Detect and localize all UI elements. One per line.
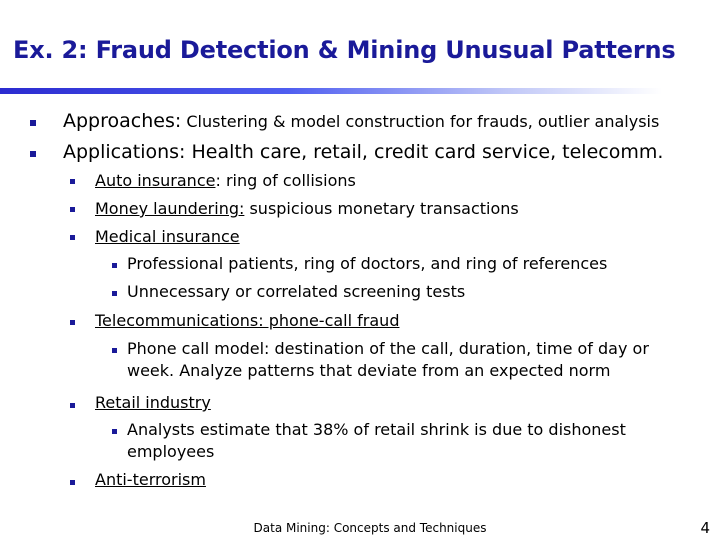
- bullet-marker: [70, 403, 75, 408]
- retail-sub-analysts: [127, 419, 626, 463]
- telecom-sub-model: [127, 338, 649, 382]
- telecom-link: Telecommunications: phone-call fraud: [95, 311, 400, 330]
- bullet-marker: [70, 179, 75, 184]
- bullet-marker: [112, 429, 117, 434]
- auto-insurance-link: Auto insurance: [95, 171, 216, 190]
- medical-insurance-link: Medical insurance: [95, 227, 240, 246]
- bullet-marker: [30, 151, 36, 157]
- telecom-item: [95, 311, 399, 330]
- bullet-marker: [70, 480, 75, 485]
- money-laundering-link: Money laundering:: [95, 199, 245, 218]
- bullet-marker: [30, 120, 36, 126]
- bullet-marker: [70, 320, 75, 325]
- anti-terrorism-item: [95, 470, 206, 489]
- money-laundering-item: [95, 199, 519, 218]
- bullet-marker: [70, 235, 75, 240]
- page-number: 4: [700, 519, 710, 537]
- bullet-marker: [112, 291, 117, 296]
- retail-item: [95, 393, 211, 412]
- auto-insurance-item: [95, 171, 356, 190]
- telecom-sub-line1: Phone call model: destination of the call, duration, time of day or: [127, 339, 649, 358]
- auto-insurance-desc: : ring of collisions: [215, 171, 356, 190]
- approaches-label: Approaches:: [63, 110, 182, 132]
- telecom-sub-line2: week. Analyze patterns that deviate from an expected norm: [127, 361, 611, 380]
- retail-link: Retail industry: [95, 393, 211, 412]
- retail-sub-line1: Analysts estimate that 38% of retail shrink is due to dishonest: [127, 420, 626, 439]
- medical-sub-screening: Unnecessary or correlated screening tests: [127, 282, 466, 301]
- slide-title: Ex. 2: Fraud Detection & Mining Unusual Patterns: [13, 36, 676, 64]
- bullet-marker: [70, 207, 75, 212]
- bullet-marker: [112, 263, 117, 268]
- retail-sub-line2: employees: [127, 442, 215, 461]
- slide-footer: Data Mining: Concepts and Techniques: [253, 521, 487, 535]
- title-rule: [0, 88, 720, 94]
- approaches-item: [63, 110, 659, 132]
- money-laundering-desc: suspicious monetary transactions: [244, 199, 519, 218]
- medical-insurance-item: [95, 227, 240, 246]
- medical-sub-professional: Professional patients, ring of doctors, and ring of references: [127, 254, 608, 273]
- anti-terrorism-link: Anti-terrorism: [95, 470, 206, 489]
- applications-item: Applications: Health care, retail, credit card service, telecomm.: [63, 141, 664, 163]
- bullet-marker: [112, 348, 117, 353]
- approaches-text: Clustering & model construction for frauds, outlier analysis: [181, 112, 660, 131]
